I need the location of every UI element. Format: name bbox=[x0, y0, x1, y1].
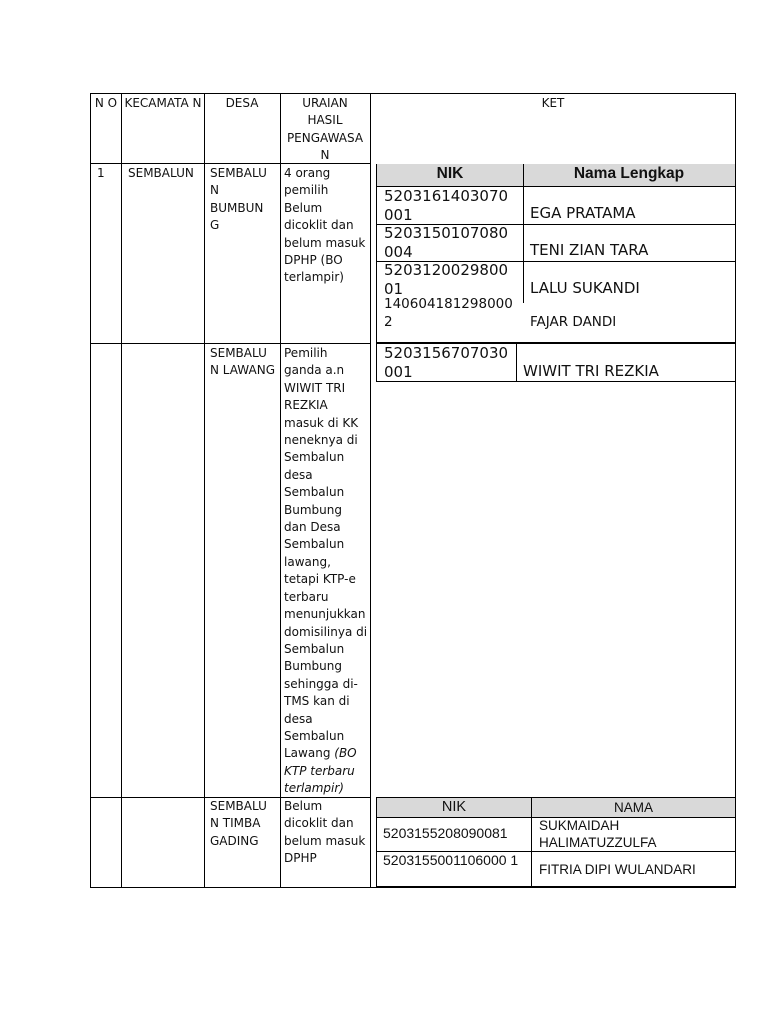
table-row-nama: EGA PRATAMA bbox=[530, 204, 636, 222]
table-row-nama: LALU SUKANDI bbox=[530, 279, 640, 297]
table-row-nama: FITRIA DIPI WULANDARI bbox=[539, 862, 696, 877]
table-row-nama: WIWIT TRI REZKIA bbox=[523, 362, 659, 380]
col-divider-1 bbox=[121, 93, 122, 888]
nik-col-header: NIK bbox=[377, 164, 523, 186]
table-row-nik: 5203155208090081 bbox=[383, 825, 508, 841]
table-row-nik: 5203161403070 001 bbox=[384, 187, 509, 224]
header-kecamatan: KECAMATA N bbox=[124, 96, 202, 110]
nama-col-header: Nama Lengkap bbox=[523, 164, 735, 186]
table-row-nik: 5203120029800 01 bbox=[384, 261, 509, 298]
nama-col-header: NAMA bbox=[613, 800, 653, 815]
row2-uraian-italic: (BO KTP terbaru terlampir) bbox=[284, 746, 357, 796]
row2-uraian bbox=[284, 345, 368, 798]
col-divider-4 bbox=[370, 93, 371, 888]
row1-uraian: 4 orang pemilih Belum dicoklit dan belum masuk DPHP (BO terlampir) bbox=[284, 166, 366, 285]
table-row-nik: 5203155001106000 1 bbox=[383, 852, 519, 868]
table-border-left bbox=[90, 93, 91, 888]
header-desa: DESA bbox=[225, 96, 259, 110]
row2-desa: SEMBALU N LAWANG bbox=[210, 346, 275, 378]
table-row-nama: TENI ZIAN TARA bbox=[530, 241, 649, 259]
row1-divider bbox=[90, 343, 370, 344]
header-no: N O bbox=[94, 96, 118, 110]
col-divider-2 bbox=[204, 93, 205, 888]
col-divider-3 bbox=[280, 93, 281, 888]
table-row-nik: 140604181298000 2 bbox=[384, 296, 513, 330]
table-row-nama: FAJAR DANDI bbox=[530, 314, 617, 330]
table-row-nik: 5203156707030 001 bbox=[384, 344, 509, 381]
row1-kecamatan: SEMBALUN bbox=[128, 166, 194, 180]
row3-uraian: Belum dicoklit dan belum masuk DPHP bbox=[284, 799, 366, 866]
row1-no: 1 bbox=[97, 166, 105, 180]
header-uraian: URAIAN HASIL PENGAWASA N bbox=[286, 96, 364, 163]
table-row-nik: 5203150107080 004 bbox=[384, 224, 509, 261]
table-border-top bbox=[90, 93, 735, 94]
row2-uraian-text: Pemilih ganda a.n WIWIT TRI REZKIA masuk di KK neneknya di Sembalun desa Sembalun Bumbung dan Desa Sembalun lawang, tetapi KTP-e terbaru menunjukkan domisilinya di Sembalun Bumbung sehingga di-TMS kan di desa Sembalun Lawang bbox=[284, 346, 368, 761]
header-ket: KET bbox=[541, 96, 565, 110]
row3-desa: SEMBALU N TIMBA GADING bbox=[210, 799, 267, 848]
table-border-right bbox=[735, 93, 736, 888]
nik-col-header: NIK bbox=[441, 799, 467, 815]
row1-desa: SEMBALU N BUMBUN G bbox=[210, 166, 267, 233]
table-row-nama: SUKMAIDAH HALIMATUZZULFA bbox=[539, 818, 657, 850]
